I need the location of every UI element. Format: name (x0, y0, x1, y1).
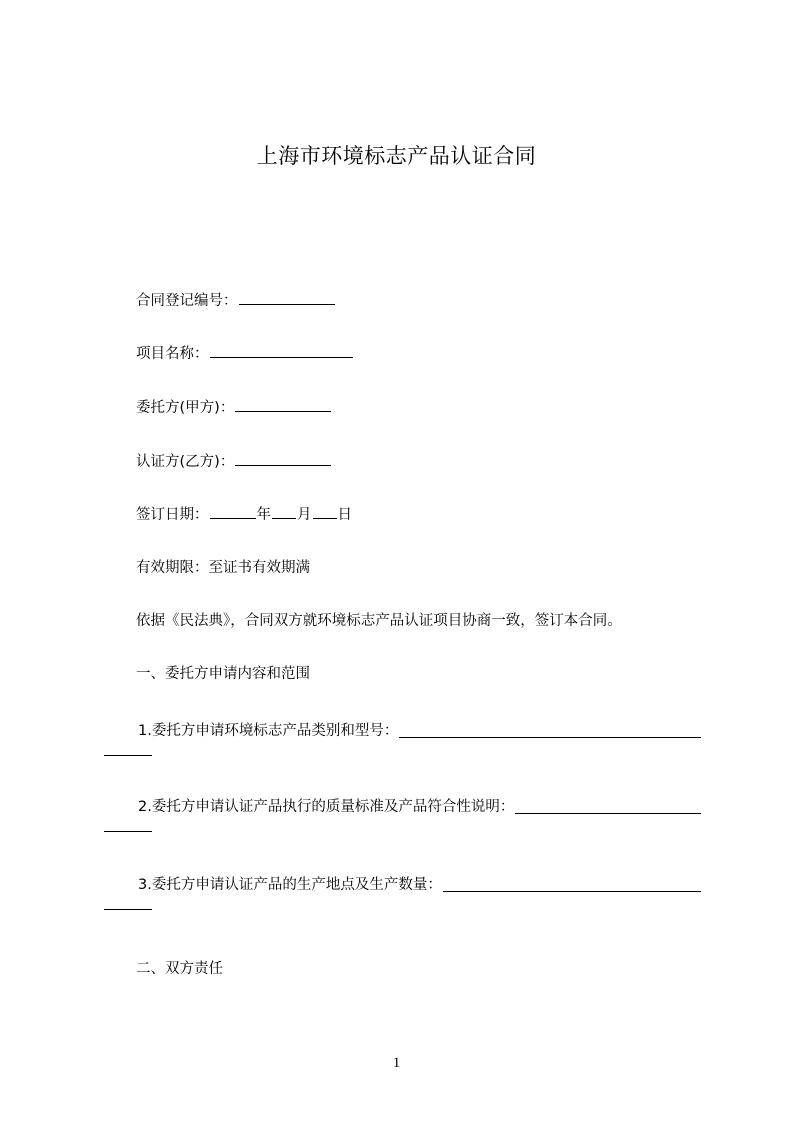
client-line (136, 397, 332, 419)
item-3-blank (443, 877, 701, 892)
item-2-blank-continued (104, 830, 152, 832)
project-name-line (136, 343, 354, 365)
contract-no-label: 合同登记编号： (136, 293, 238, 309)
certifier-line (136, 451, 332, 473)
sign-date-line (136, 504, 352, 526)
year-blank (210, 504, 256, 519)
client-blank (235, 397, 331, 412)
item-3-text: 3.委托方申请认证产品的生产地点及生产数量： (138, 877, 442, 893)
item-1-text: 1.委托方申请环境标志产品类别和型号： (138, 723, 399, 739)
item-3-blank-continued (104, 908, 152, 910)
month-blank (272, 504, 296, 519)
day-label: 日 (337, 507, 352, 523)
client-label: 委托方(甲方)： (136, 400, 235, 416)
month-label: 月 (297, 507, 312, 523)
document-title: 上海市环境标志产品认证合同 (256, 144, 537, 168)
certifier-blank (235, 451, 331, 466)
validity-line: 有效期限：至证书有效期满 (136, 560, 310, 576)
preamble: 依据《民法典》，合同双方就环境标志产品认证项目协商一致，签订本合同。 (136, 613, 622, 629)
section-1-item-3 (104, 874, 701, 910)
item-1-blank-continued (104, 754, 152, 756)
project-name-label: 项目名称： (136, 346, 209, 362)
contract-no-line (136, 290, 336, 312)
section-1-heading: 一、委托方申请内容和范围 (136, 666, 310, 682)
page-number: 1 (392, 1055, 401, 1071)
section-1-item-2 (104, 796, 701, 832)
item-1-blank (399, 723, 701, 738)
day-blank (313, 504, 337, 519)
sign-date-label: 签订日期： (136, 507, 209, 523)
contract-no-blank (239, 290, 335, 305)
section-1-item-1 (104, 720, 701, 756)
project-name-blank (210, 343, 353, 358)
year-label: 年 (256, 507, 271, 523)
certifier-label: 认证方(乙方)： (136, 454, 235, 470)
item-2-blank (515, 799, 701, 814)
item-2-text: 2.委托方申请认证产品执行的质量标准及产品符合性说明： (138, 799, 515, 815)
section-2-heading: 二、双方责任 (136, 961, 223, 977)
